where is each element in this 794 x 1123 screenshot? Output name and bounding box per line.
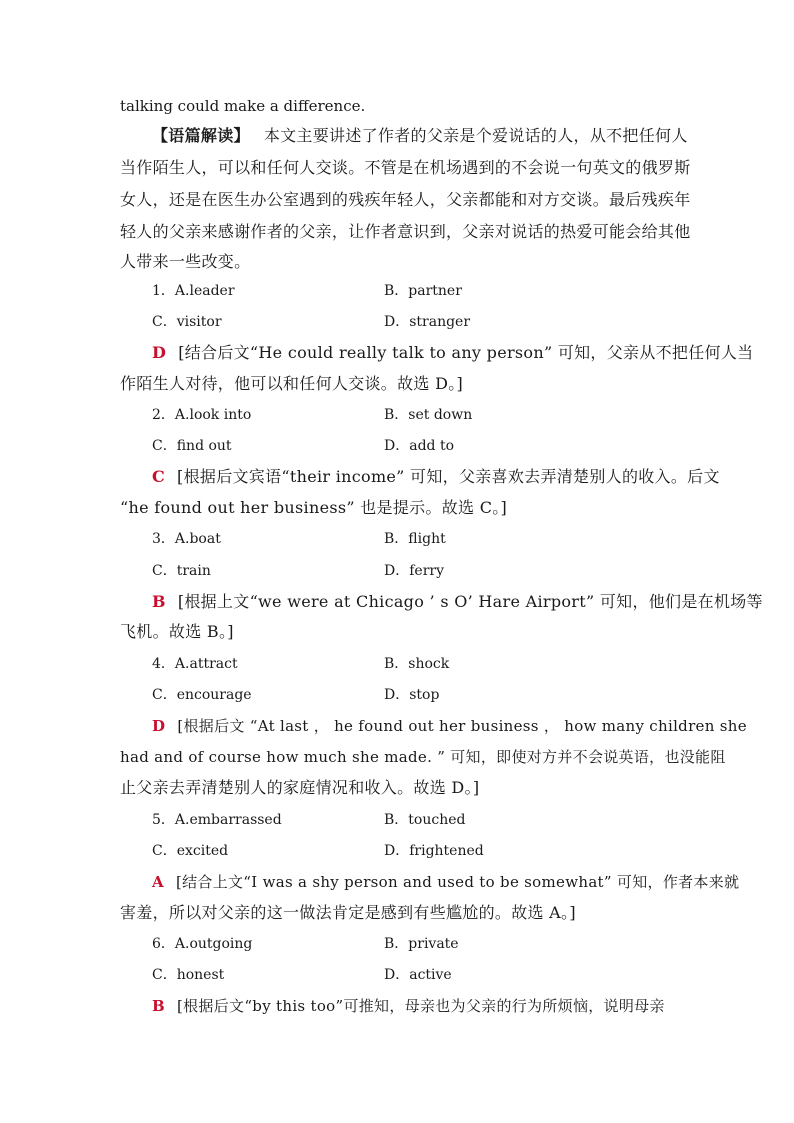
q5-explanation-line-2: 害羞，所以对父亲的这一做法肯定是感到有些尴尬的。故选 A。]: [120, 903, 576, 922]
q6-option-b: B．private: [384, 936, 459, 952]
q1-option-a: 1．A.leader: [152, 283, 235, 299]
q5-option-a: 5．A.embarrassed: [152, 812, 282, 828]
q5-option-c: C．excited: [152, 843, 229, 859]
q1-option-b: B．partner: [384, 283, 462, 299]
q5-option-b: B．touched: [384, 812, 466, 828]
q2-exp-text-1: [根据后文宾语“their income” 可知，父亲喜欢去弄清楚别人的收入。后文: [177, 467, 720, 486]
q1-option-d: D．stranger: [384, 314, 471, 330]
q6-option-a: 6．A.outgoing: [152, 936, 253, 952]
q1-exp-text-1: [结合后文“He could really talk to any person” 可知，父亲从不把任何人当: [178, 343, 754, 362]
q2-explanation-line-2: “he found out her business” 也是提示。故选 C。]: [120, 498, 508, 517]
q2-option-b: B．set down: [384, 407, 473, 423]
summary-line-2: 当作陌生人，可以和任何人交谈。不管是在机场遇到的不会说一句英文的俄罗斯: [120, 158, 691, 177]
q6-option-c: C．honest: [152, 967, 225, 983]
q3-option-c: C．train: [152, 563, 211, 579]
q4-explanation-line-1: [152, 716, 747, 736]
q4-explanation-line-3: 止父亲去弄清楚别人的家庭情况和收入。故选 D。]: [120, 778, 480, 797]
q3-option-a: 3．A.boat: [152, 531, 221, 547]
q4-option-c: C．encourage: [152, 687, 252, 703]
q2-explanation-line-1: [152, 467, 720, 487]
summary-line-1: [152, 126, 688, 146]
q3-option-b: B．flight: [384, 531, 446, 547]
q6-explanation-line-1: [152, 996, 665, 1016]
q3-explanation-line-2: 飞机。故选 B。]: [120, 622, 234, 641]
q5-exp-text-1: [结合上文“I was a shy person and used to be somewhat” 可知，作者本来就: [175, 873, 740, 891]
summary-line-5: 人带来一些改变。: [120, 252, 251, 271]
q1-explanation-line-2: 作陌生人对待，他可以和任何人交谈。故选 D。]: [120, 374, 464, 393]
summary-text-1: 本文主要讲述了作者的父亲是个爱说话的人，从不把任何人: [263, 126, 688, 145]
q1-answer: D: [152, 343, 167, 362]
summary-line-4: 轻人的父亲来感谢作者的父亲，让作者意识到，父亲对说话的热爱可能会给其他: [120, 222, 691, 241]
q4-answer: D: [152, 717, 166, 735]
q2-option-a: 2．A.look into: [152, 407, 252, 423]
summary-line-3: 女人，还是在医生办公室遇到的残疾年轻人，父亲都能和对方交谈。最后残疾年: [120, 190, 691, 209]
q4-explanation-line-2: had and of course how much she made. ” 可知，即使对方并不会说英语，也没能阻: [120, 748, 726, 766]
q4-option-b: B．shock: [384, 656, 450, 672]
q5-explanation-line-1: [152, 872, 739, 892]
q3-option-d: D．ferry: [384, 563, 444, 579]
q4-option-a: 4．A.attract: [152, 656, 238, 672]
q3-exp-text-1: [根据上文“we were at Chicago ’ s O’ Hare Airport” 可知，他们是在机场等: [177, 592, 763, 611]
q4-option-d: D．stop: [384, 687, 440, 703]
q4-exp-text-1: [根据后文 “At last ， he found out her business ， how many children she: [177, 717, 747, 735]
q1-explanation-line-1: [152, 343, 753, 363]
q6-answer: B: [152, 997, 165, 1015]
q6-exp-text-1: [根据后文“by this too”可推知，母亲也为父亲的行为所烦恼，说明母亲: [176, 997, 665, 1015]
q1-option-c: C．visitor: [152, 314, 222, 330]
summary-tag: 【语篇解读】: [152, 126, 250, 145]
q2-option-c: C．find out: [152, 438, 232, 454]
q6-option-d: D．active: [384, 967, 452, 983]
intro-line: talking could make a difference.: [120, 97, 366, 115]
q5-answer: A: [152, 873, 164, 891]
q2-option-d: D．add to: [384, 438, 454, 454]
q2-answer: C: [152, 467, 166, 486]
q5-option-d: D．frightened: [384, 843, 484, 859]
q3-explanation-line-1: [152, 592, 763, 612]
q3-answer: B: [152, 592, 166, 611]
